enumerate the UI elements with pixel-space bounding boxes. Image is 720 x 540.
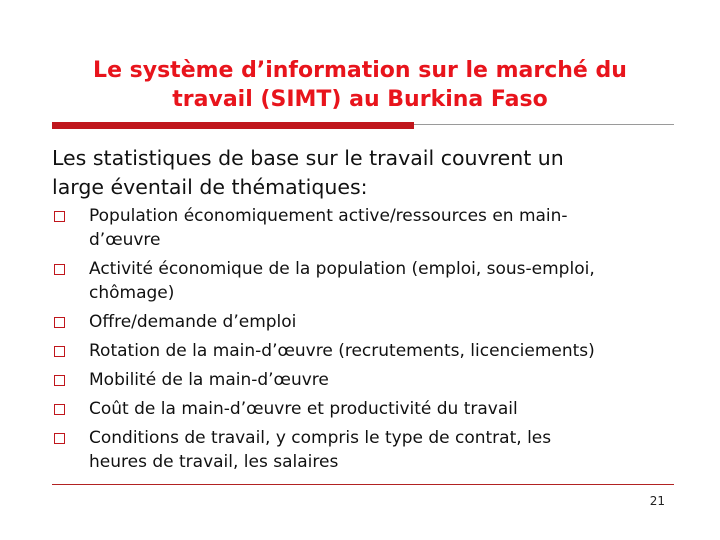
slide-title-line-2: travail (SIMT) au Burkina Faso [172, 87, 548, 112]
bullet-text-line: heures de travail, les salaires [89, 452, 339, 472]
bullet-text-line: Rotation de la main-d’œuvre (recrutements, licenciements) [89, 341, 595, 361]
bullet-item [52, 257, 702, 305]
intro-line-1: Les statistiques de base sur le travail couvrent un [52, 146, 564, 170]
bullet-text-line: Activité économique de la population (emploi, sous-emploi, [89, 259, 595, 279]
bullet-item [52, 339, 702, 363]
hollow-square-bullet-icon [54, 211, 65, 222]
bullet-text-line: Population économiquement active/ressources en main- [89, 206, 568, 226]
hollow-square-bullet-icon [54, 433, 65, 444]
bullet-text-line: chômage) [89, 283, 175, 303]
bullet-list [52, 204, 702, 479]
bullet-text-line: d’œuvre [89, 230, 161, 250]
bullet-text-line: Conditions de travail, y compris le type de contrat, les [89, 428, 552, 448]
footer-divider-line [52, 484, 674, 485]
bullet-text-line: Offre/demande d’emploi [89, 312, 297, 332]
bullet-item [52, 426, 702, 474]
intro-line-2: large éventail de thématiques: [52, 175, 368, 199]
page-number: 21 [649, 494, 665, 508]
bullet-item [52, 397, 702, 421]
hollow-square-bullet-icon [54, 264, 65, 275]
slide-title [40, 56, 680, 114]
hollow-square-bullet-icon [54, 404, 65, 415]
hollow-square-bullet-icon [54, 346, 65, 357]
slide-title-line-1: Le système d’information sur le marché du [93, 58, 627, 83]
hollow-square-bullet-icon [54, 317, 65, 328]
hollow-square-bullet-icon [54, 375, 65, 386]
title-accent-bar [52, 122, 414, 129]
bullet-item [52, 368, 702, 392]
intro-text [52, 144, 692, 202]
bullet-item [52, 310, 702, 334]
bullet-text-line: Coût de la main-d’œuvre et productivité du travail [89, 399, 518, 419]
bullet-item [52, 204, 702, 252]
bullet-text-line: Mobilité de la main-d’œuvre [89, 370, 329, 390]
